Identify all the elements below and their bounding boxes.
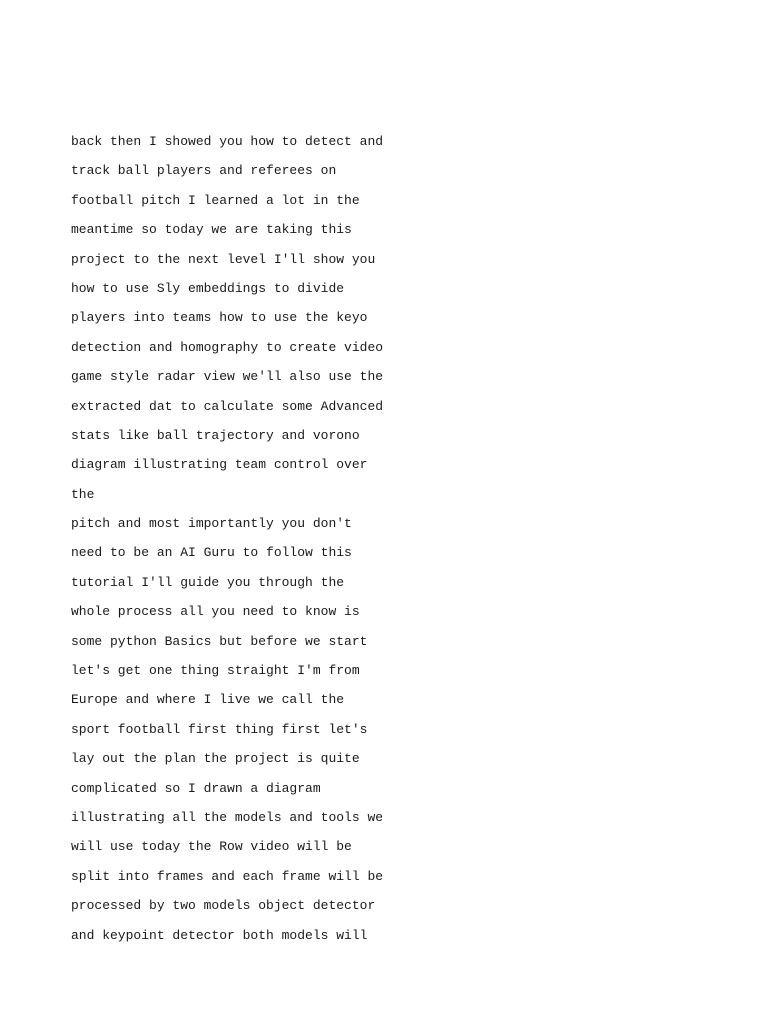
transcript-line: complicated so I drawn a diagram <box>71 780 321 796</box>
transcript-line: lay out the plan the project is quite <box>71 751 360 767</box>
transcript-line: some python Basics but before we start <box>71 633 368 649</box>
transcript-line: illustrating all the models and tools we <box>71 809 384 825</box>
transcript-line: need to be an AI Guru to follow this <box>71 545 352 561</box>
transcript-line: Europe and where I live we call the <box>71 692 345 708</box>
transcript-line: players into teams how to use the keyo <box>71 310 368 326</box>
transcript-line: the <box>71 486 95 502</box>
transcript-line: stats like ball trajectory and vorono <box>71 427 360 443</box>
transcript-line: whole process all you need to know is <box>71 604 360 620</box>
transcript-line: back then I showed you how to detect and <box>71 134 384 149</box>
transcript-line: game style radar view we'll also use the <box>71 369 384 385</box>
transcript-line: and keypoint detector both models will <box>71 927 368 943</box>
transcript-line: football pitch I learned a lot in the <box>71 192 360 208</box>
transcript-line: how to use Sly embeddings to divide <box>71 280 345 296</box>
transcript-line: processed by two models object detector <box>71 898 376 914</box>
transcript-line: detection and homography to create video <box>71 339 384 355</box>
transcript-line: track ball players and referees on <box>71 163 337 179</box>
transcript-line: sport football first thing first let's <box>71 721 368 737</box>
transcript-line: pitch and most importantly you don't <box>71 516 352 532</box>
transcript-line: diagram illustrating team control over <box>71 457 368 473</box>
transcript-line: let's get one thing straight I'm from <box>71 663 360 679</box>
transcript-line: tutorial I'll guide you through the <box>71 574 345 590</box>
transcript-line: will use today the Row video will be <box>71 839 352 855</box>
transcript-text <box>71 127 711 950</box>
transcript-line: split into frames and each frame will be <box>71 868 384 884</box>
transcript-line: meantime so today we are taking this <box>71 222 352 238</box>
transcript-line: extracted dat to calculate some Advanced <box>71 398 384 414</box>
transcript-line: project to the next level I'll show you <box>71 251 376 267</box>
